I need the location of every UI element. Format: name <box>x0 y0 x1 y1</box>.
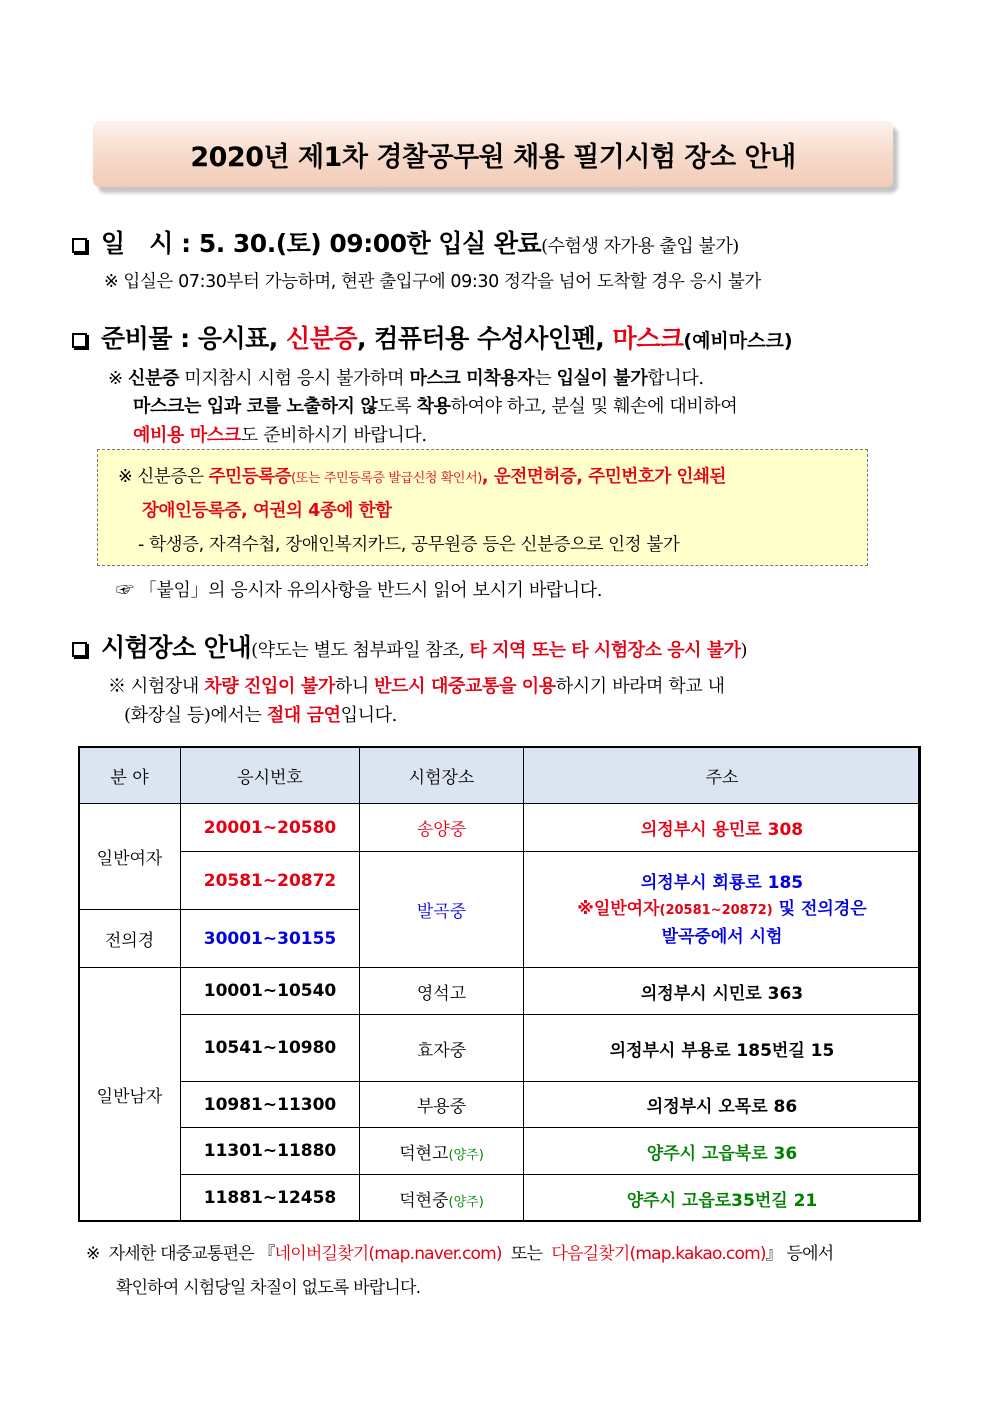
venue-note-text: (화장실 등)에서는 <box>124 705 267 726</box>
place-name: 덕현중 <box>399 1190 449 1211</box>
exam-number: 20001~20580 <box>181 804 360 852</box>
exam-address: 의정부시 오목로 86 <box>524 1082 921 1128</box>
venue-paren-close: ) <box>740 640 748 661</box>
prep-note-wear: 착용 <box>416 396 451 417</box>
exam-place <box>360 1128 524 1175</box>
prep-pen-label: , 컴퓨터용 수성사인펜, <box>356 324 613 353</box>
venue-note-nocar: 차량 진입이 불가 <box>204 676 335 697</box>
prep-note-text: 하여야 하고, 분실 및 훼손에 대비하여 <box>450 396 738 417</box>
id-note-text: ※ 신분증은 <box>118 467 209 487</box>
venue-note-text: 하니 <box>334 676 375 697</box>
id-note-license: , 운전면허증, 주민번호가 인쇄된 <box>481 467 727 487</box>
prep-note-nomask: 마스크 미착용자 <box>409 368 535 389</box>
exam-address <box>524 852 921 968</box>
checkbox-bullet-icon <box>72 333 87 348</box>
id-note-line1 <box>118 463 726 488</box>
exam-number: 10541~10980 <box>181 1015 360 1082</box>
venue-note-line1 <box>108 672 725 698</box>
exam-address: 의정부시 부용로 185번길 15 <box>524 1015 921 1082</box>
note-women: ※일반여자 <box>577 898 660 919</box>
prep-note-mark: ※ <box>108 368 129 389</box>
prep-note-text: 는 <box>534 368 557 389</box>
prep-note-line1 <box>108 364 704 390</box>
prep-note-cover: 마스크는 입과 코를 노출하지 않 <box>133 396 378 417</box>
id-note-disability: 장애인등록증, 여권의 4종에 한함 <box>142 501 392 521</box>
schedule-heading: 일 시 : 5. 30.(토) 09:00한 입실 완료 <box>101 229 542 258</box>
id-note-line3 <box>138 531 679 556</box>
section-prep <box>72 319 793 355</box>
exam-number: 11881~12458 <box>181 1175 360 1222</box>
header-number: 응시번호 <box>181 747 360 804</box>
exam-address: 의정부시 용민로 308 <box>524 804 921 852</box>
exam-place: 부용중 <box>360 1082 524 1128</box>
prep-spare-mask: (예비마스크) <box>683 330 793 352</box>
footer-text: 』 등에서 <box>765 1244 834 1264</box>
schedule-note-text: ※ 입실은 07:30부터 가능하며, 현관 출입구에 09:30 정각을 넘어 도착할 경우 응시 불가 <box>104 272 761 292</box>
address-line: 의정부시 회룡로 185 <box>640 872 804 893</box>
venue-note-text: 입니다. <box>340 705 397 726</box>
table-header-row <box>79 747 921 804</box>
exam-address: 양주시 고읍북로 36 <box>524 1128 921 1175</box>
note-women-range: (20581~20872) <box>659 902 773 918</box>
venue-note-nosmoking: 절대 금연 <box>266 705 341 726</box>
exam-number: 11301~11880 <box>181 1128 360 1175</box>
prep-note-line3 <box>133 421 427 447</box>
exam-place: 발곡중 <box>360 852 524 968</box>
attach-note-text: ☞ 「붙임」의 응시자 유의사항을 반드시 읽어 보시기 바랍니다. <box>116 580 603 601</box>
venue-note-line2 <box>124 701 397 727</box>
venue-paren: (약도는 별도 첨부파일 참조, <box>251 640 470 661</box>
venue-note-transit: 반드시 대중교통을 이용 <box>374 676 556 697</box>
table-row <box>79 968 921 1015</box>
category-women: 일반여자 <box>79 804 181 910</box>
prep-note-id: 신분증 <box>128 368 179 389</box>
prep-mask-label: 마스크 <box>612 324 684 353</box>
prep-note-text: 도록 <box>377 396 417 417</box>
prep-note-text: 합니다. <box>647 368 704 389</box>
venue-table <box>78 746 921 1222</box>
table-row <box>79 852 921 910</box>
venue-note-text: 하시기 바라며 학교 내 <box>555 676 725 697</box>
table-row <box>79 1175 921 1222</box>
id-note-resident: 주민등록증 <box>208 467 292 487</box>
prep-note-text: 미지참시 시험 응시 불가하며 <box>178 368 410 389</box>
category-jeon: 전의경 <box>79 910 181 968</box>
exam-place: 영석고 <box>360 968 524 1015</box>
venue-restriction: 타 지역 또는 타 시험장소 응시 불가 <box>469 640 741 661</box>
attach-note <box>116 576 602 602</box>
exam-place <box>360 1175 524 1222</box>
checkbox-bullet-icon <box>72 238 87 253</box>
footer-text: ※ 자세한 대중교통편은 『 <box>86 1244 275 1264</box>
table-row <box>79 804 921 852</box>
prep-note-text: 도 준비하시기 바랍니다. <box>240 425 427 446</box>
exam-number: 10001~10540 <box>181 968 360 1015</box>
exam-number: 10981~11300 <box>181 1082 360 1128</box>
address-line: 발곡중에서 시험 <box>661 926 783 947</box>
footer-line1 <box>86 1239 833 1264</box>
prep-note-nonentry: 입실이 불가 <box>556 368 648 389</box>
naver-map-link[interactable]: 네이버길찾기(map.naver.com) <box>274 1244 502 1264</box>
prep-note-line2 <box>133 392 737 418</box>
header-place: 시험장소 <box>360 747 524 804</box>
category-men: 일반남자 <box>79 968 181 1222</box>
place-name: 덕현고 <box>399 1143 449 1164</box>
footer-line2 <box>116 1273 420 1298</box>
schedule-paren: (수험생 자가용 출입 불가) <box>541 236 739 257</box>
venue-heading: 시험장소 안내 <box>101 633 252 662</box>
section-schedule <box>72 224 739 260</box>
place-region: (양주) <box>448 1194 484 1210</box>
place-region: (양주) <box>448 1147 484 1163</box>
header-field: 분 야 <box>79 747 181 804</box>
exam-address: 의정부시 시민로 363 <box>524 968 921 1015</box>
id-note-line2 <box>142 497 392 522</box>
checkbox-bullet-icon <box>72 642 87 657</box>
id-note-excluded: - 학생증, 자격수첩, 장애인복지카드, 공무원증 등은 신분증으로 인정 불가 <box>138 535 680 555</box>
exam-address: 양주시 고읍로35번길 21 <box>524 1175 921 1222</box>
address-note <box>524 896 920 924</box>
footer-text: 확인하여 시험당일 차질이 없도록 바랍니다. <box>116 1278 421 1298</box>
header-address: 주소 <box>524 747 921 804</box>
exam-number: 30001~30155 <box>181 910 360 968</box>
exam-place: 송양중 <box>360 804 524 852</box>
prep-heading: 준비물 : 응시표, <box>101 324 287 353</box>
table-row <box>79 1015 921 1082</box>
table-row <box>79 1082 921 1128</box>
section-venue <box>72 628 747 664</box>
table-row <box>79 1128 921 1175</box>
page-title <box>93 121 893 187</box>
prep-id-label: 신분증 <box>286 324 357 353</box>
exam-place: 효자중 <box>360 1015 524 1082</box>
footer-text: 또는 <box>501 1244 552 1264</box>
schedule-note <box>104 268 761 293</box>
note-jeon: 및 전의경은 <box>772 898 867 919</box>
exam-number: 20581~20872 <box>181 852 360 910</box>
prep-note-spare: 예비용 마스크 <box>133 425 241 446</box>
title-text: 2020년 제1차 경찰공무원 채용 필기시험 장소 안내 <box>190 141 796 173</box>
id-note-resident-sub: (또는 주민등록증 발급신청 확인서) <box>291 471 482 486</box>
kakao-map-link[interactable]: 다음길찾기(map.kakao.com) <box>551 1244 766 1264</box>
venue-note-text: ※ 시험장내 <box>108 676 205 697</box>
